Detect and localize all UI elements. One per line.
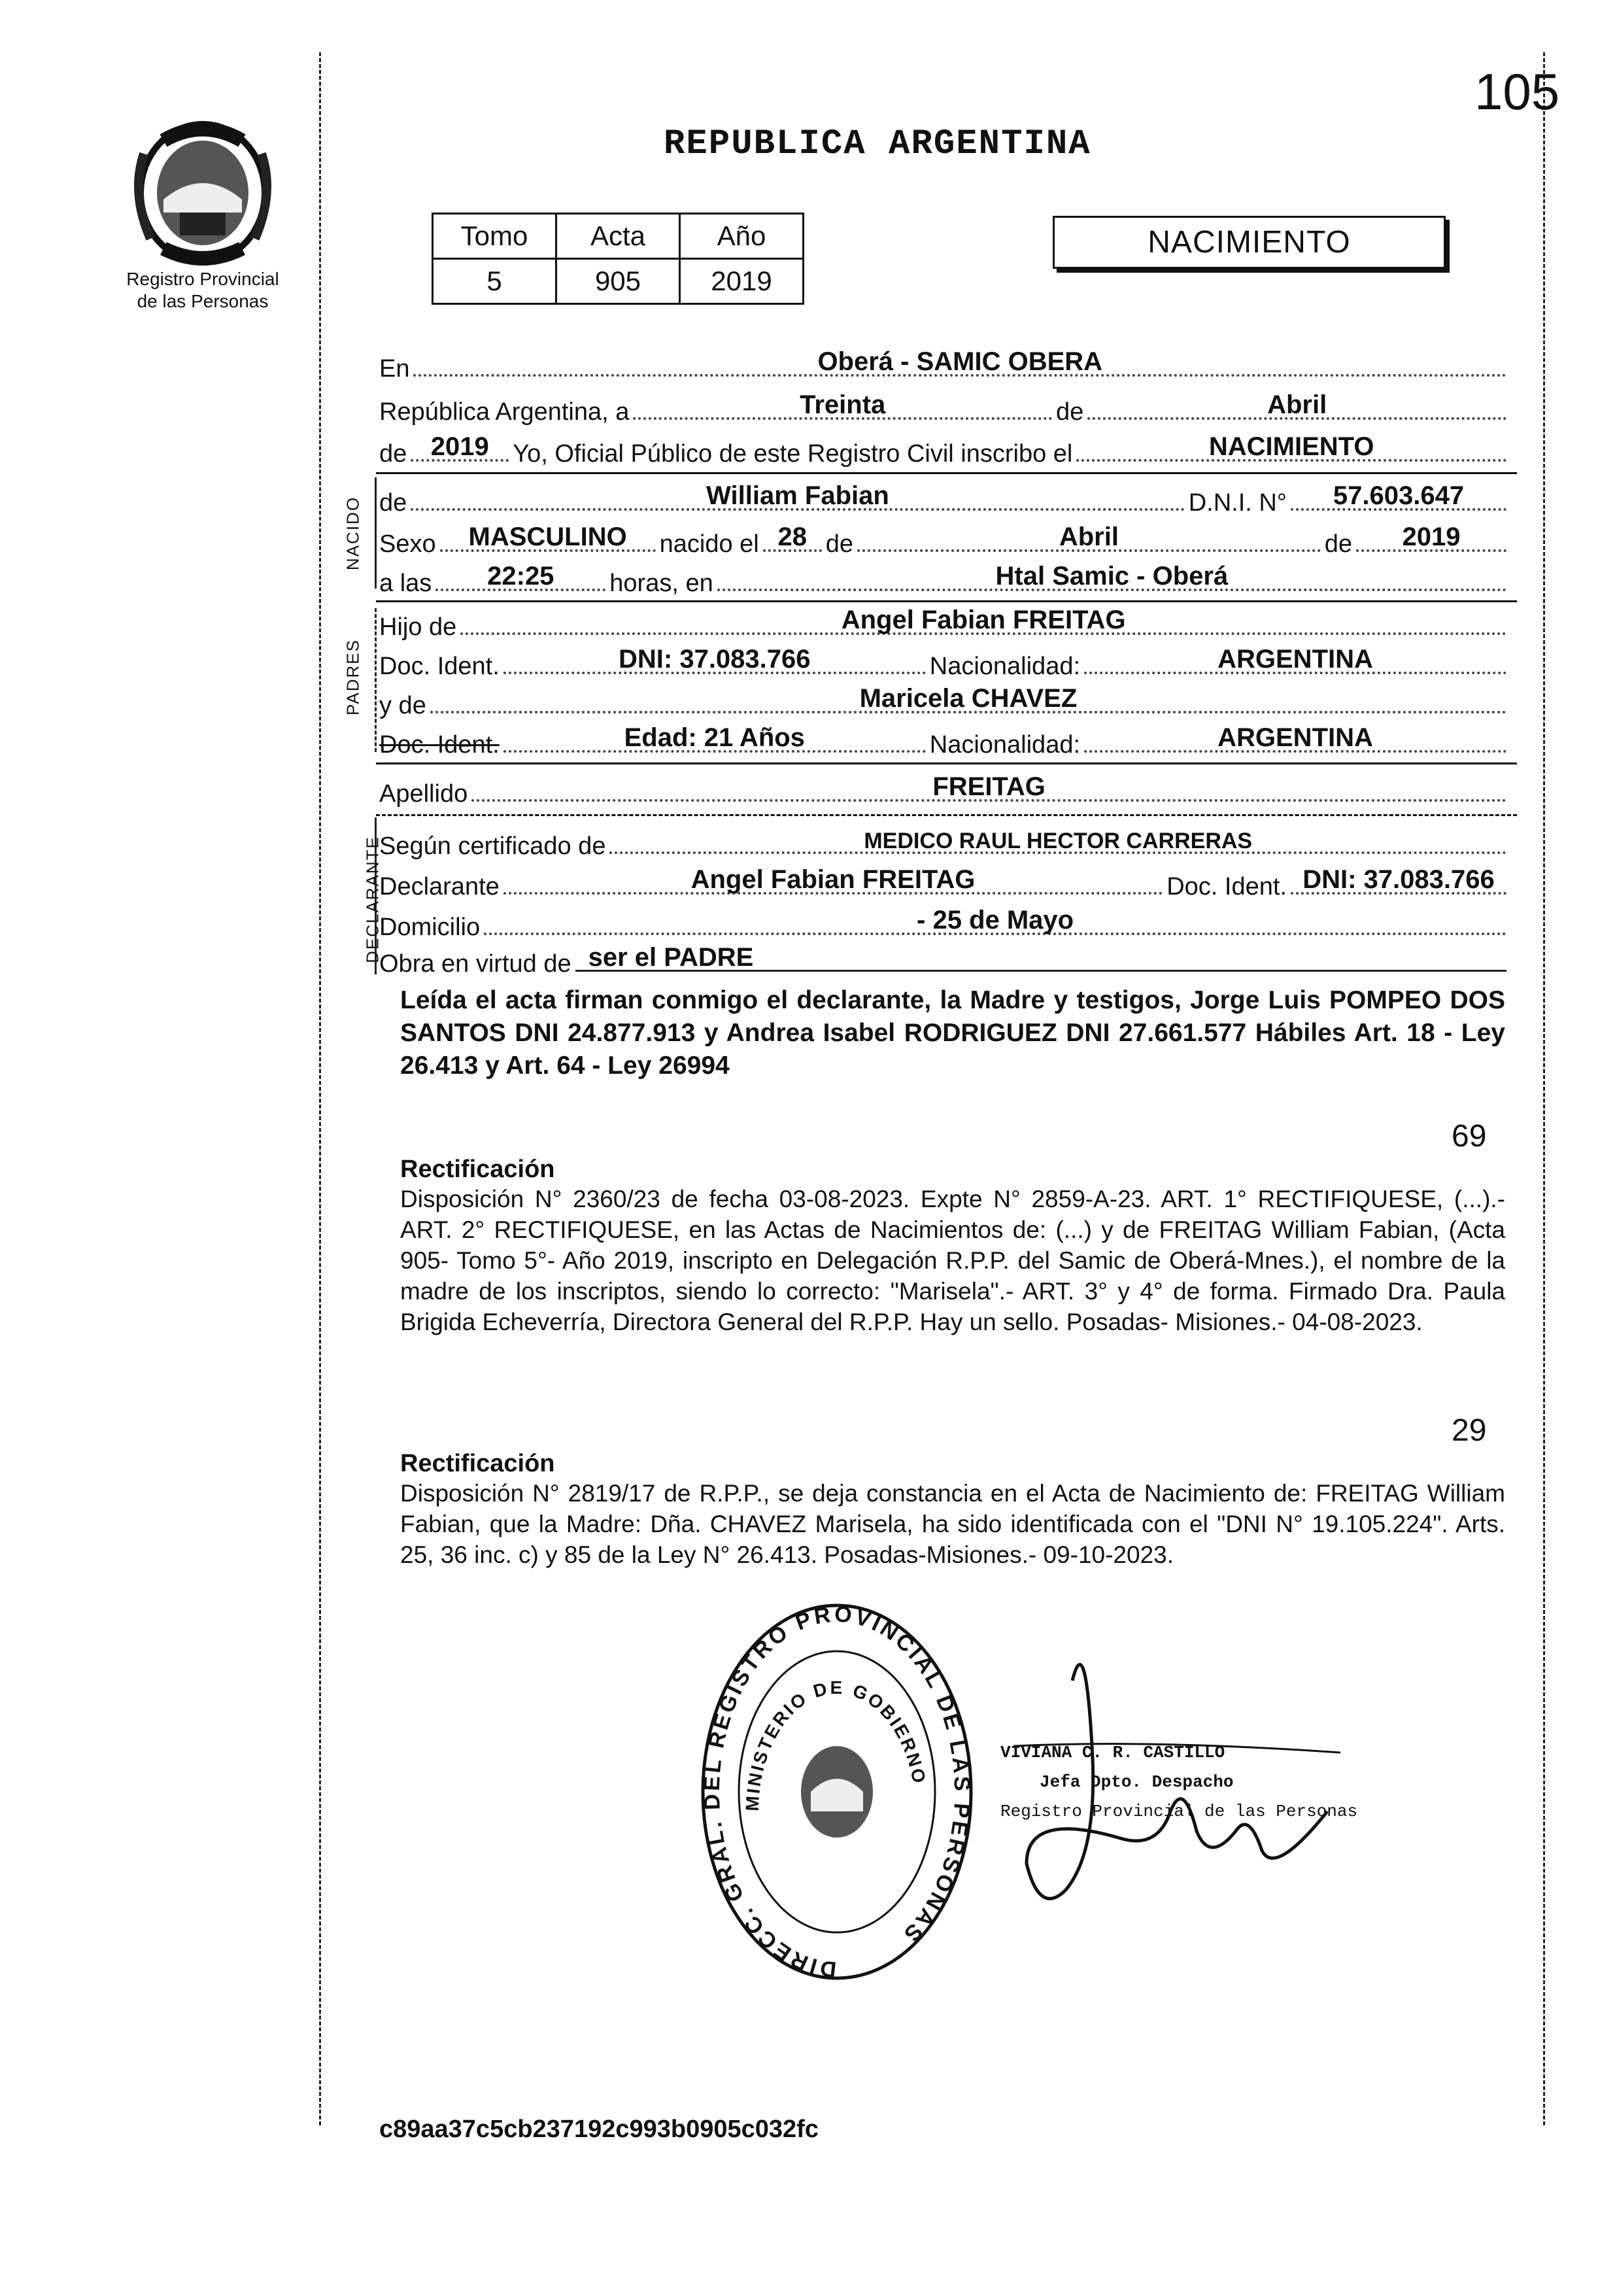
birth-year: 2019 [1402,523,1461,551]
en-value: Oberá - SAMIC OBERA [817,347,1103,376]
en-row: En Oberá - SAMIC OBERA [379,347,1510,383]
declarante-name: Angel Fabian FREITAG [690,865,976,894]
father-doc-row: Doc. Ident. DNI: 37.083.766 Nacionalidad: ARGENTINA [379,644,1510,681]
birth-place: Htal Samic - Oberá [995,562,1229,591]
document-hash: c89aa37c5cb237192c993b0905c032fc [379,2116,819,2143]
mother-nationality: ARGENTINA [1217,723,1373,752]
left-margin-line [319,52,321,2125]
mother-doc: Edad: 21 Años [624,723,805,752]
signer-role: Jefa Dpto. Despacho [1040,1772,1234,1792]
side-label-declarante: DECLARANTE [362,836,383,963]
page-number: 105 [1474,63,1560,120]
mother-doc-row: Doc. Ident. Edad: 21 Años Nacionalidad: ARGENTINA [379,723,1510,759]
official-seal-icon [693,1596,981,1988]
father-nationality: ARGENTINA [1217,645,1373,674]
tomo-header: Tomo [433,214,556,259]
domicilio-row: Domicilio - 25 de Mayo [379,905,1510,942]
obra-row: Obra en virtud de ser el PADRE [379,942,1510,978]
nacido-sex-row: Sexo MASCULINO nacido el 28 de Abril de 2019 [379,522,1510,558]
side-label-padres: PADRES [343,639,363,715]
seal-inner-text: MINISTERIO DE GOBIERNO [741,1677,930,1812]
day-value: Treinta [800,390,886,419]
record-type-box: NACIMIENTO [1053,216,1446,269]
tomo-acta-anio-table [432,213,804,305]
domicilio-value: - 25 de Mayo [917,906,1074,934]
acta-value: 905 [556,259,680,304]
apellido-value: FREITAG [932,772,1046,801]
rectification-title: Rectificación [400,1450,555,1477]
leida-paragraph: Leída el acta firman conmigo el declarante, la Madre y testigos, Jorge Luis POMPEO DOS SANTOS DNI 24.877.913 y Andrea Isabel RODRIGUEZ DNI 27.661.577 Hábiles Art. 18 - Ley 26.413 y Art. 64 - Ley 26994 [400,986,1505,1080]
year-value: 2019 [430,432,489,461]
anio-value: 2019 [680,259,804,304]
birth-month: Abril [1059,523,1119,551]
obra-value: ser el PADRE [588,943,754,972]
father-row: Hijo de Angel Fabian FREITAG [379,605,1510,642]
sex-value: MASCULINO [468,523,627,551]
birth-day: 28 [777,523,807,551]
birth-time: 22:25 [487,562,554,591]
section-bar-padres [375,608,377,752]
rectification-title: Rectificación [400,1156,555,1183]
apellido-row: Apellido FREITAG [379,772,1510,808]
province-coat-of-arms-icon [118,114,288,271]
rectification-text: Disposición N° 2360/23 de fecha 03-08-2023. Expte N° 2859-A-23. ART. 1° RECTIFIQUESE, (...).- ART. 2° RECTIFIQUESE, en las Actas de Nacimientos de: (...) y de FREITAG William Fabian, (Acta 905- Tomo 5°- Año 2019, inscripto en Delegación R.P.P. del Samic de Oberá-Mnes.), el nombre de la madre de los inscriptos, siendo lo correcto: "Marisela".- ART. 3° y 4° de forma. Firmado Dra. Paula Brigida Echeverría, Directora General del R.P.P. Hay un sello. Posadas- Misiones.- 04-08-2023. [400,1186,1505,1335]
month-value: Abril [1267,390,1327,419]
child-dni: 57.603.647 [1333,481,1465,510]
cert-row: Según certificado de MEDICO RAUL HECTOR CARRERAS [379,824,1510,861]
seal-outer-text: DIRECC. GRAL. DEL REGISTRO PROVINCIAL DE LAS PERSONAS [699,1602,975,1982]
cert-value: MEDICO RAUL HECTOR CARRERAS [864,829,1253,853]
child-name: William Fabian [706,481,889,510]
father-name: Angel Fabian FREITAG [841,606,1126,634]
rectification-number: 29 [1452,1413,1487,1448]
right-margin-line [1543,52,1545,2125]
nacido-time-row: a las 22:25 horas, en Htal Samic - Oberá [379,561,1510,598]
anio-header: Año [680,214,804,259]
mother-row: y de Maricela CHAVEZ [379,683,1510,720]
rectification-text: Disposición N° 2819/17 de R.P.P., se deja constancia en el Acta de Nacimiento de: FREITAG William Fabian, que la Madre: Dña. CHAVEZ Marisela, ha sido identificada con el "DNI N° 19.105.224". Arts. 25, 36 inc. c) y 85 de la Ley N° 26.413. Posadas-Misiones.- 09-10-2023. [400,1480,1505,1568]
registry-label: Registro Provincial de las Personas [126,269,279,311]
date-row: República Argentina, a Treinta de Abril [379,390,1510,426]
mother-name: Maricela CHAVEZ [859,684,1078,713]
acta-header: Acta [556,214,680,259]
signer-office: Registro Provincial de las Personas [1000,1802,1358,1821]
year-row: de 2019 Yo, Oficial Público de este Registro Civil inscribo el NACIMIENTO [379,432,1510,468]
signer-name: VIVIANA C. R. CASTILLO [1000,1743,1225,1762]
rectification-number: 69 [1452,1119,1487,1154]
declarante-doc: DNI: 37.083.766 [1302,865,1495,894]
side-label-nacido: NACIDO [343,496,363,571]
document-title: REPUBLICA ARGENTINA [664,124,1091,164]
inscribo-value: NACIMIENTO [1208,432,1374,461]
declarante-row: Declarante Angel Fabian FREITAG Doc. Ident. DNI: 37.083.766 [379,865,1510,901]
nacido-name-row: de William Fabian D.N.I. N° 57.603.647 [379,481,1510,517]
section-bar-nacido [375,477,377,589]
father-doc: DNI: 37.083.766 [619,645,811,674]
tomo-value: 5 [433,259,556,304]
